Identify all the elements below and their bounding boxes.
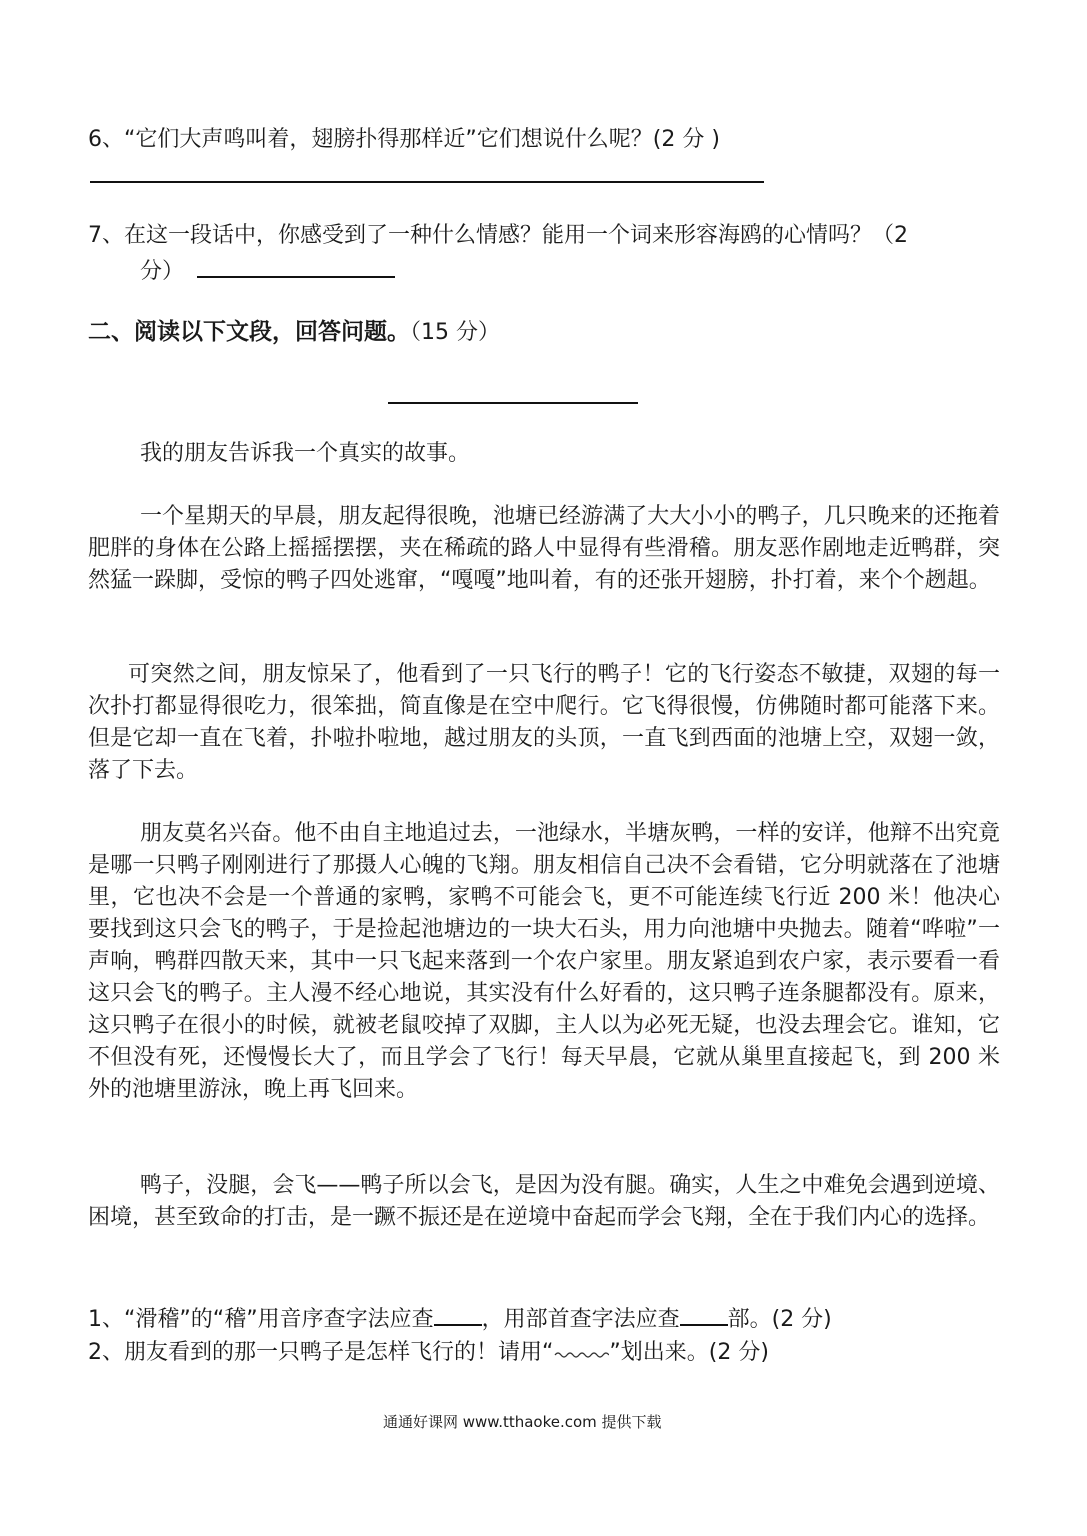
question-1-text-b: ，用部首查字法应查	[481, 1307, 680, 1332]
section-2-score: （15 分）	[410, 320, 500, 345]
page-footer: 通通好课网 www.tthaoke.com 提供下载	[383, 1413, 662, 1431]
question-6: 6、“它们大声鸣叫着，翅膀扑得那样近”它们想说什么呢？(2 分 )	[88, 127, 720, 152]
question-2	[88, 1337, 769, 1369]
answer-blank-q1-radical	[680, 1304, 728, 1326]
answer-line-q6	[90, 181, 764, 183]
question-1-text-c: 部。(2 分)	[727, 1307, 832, 1332]
passage-paragraph-1: 我的朋友告诉我一个真实的故事。	[140, 441, 471, 466]
answer-blank-q7	[197, 256, 395, 278]
wavy-underline-icon	[553, 1349, 609, 1359]
passage-paragraph-5: 鸭子，没腿，会飞——鸭子所以会飞，是因为没有腿。确实，人生之中难免会遇到逆境、困境，甚至致命的打击，是一蹶不振还是在逆境中奋起而学会飞翔，全在于我们内心的选择。	[88, 1173, 1000, 1230]
answer-blank-q1-initial	[434, 1304, 482, 1326]
question-7-line1: 7、在这一段话中，你感受到了一种什么情感？能用一个词来形容海鸥的心情吗？（2	[88, 223, 908, 248]
question-2-text-a: 2、朋友看到的那一只鸭子是怎样飞行的！请用“	[88, 1340, 554, 1365]
passage-paragraph-2: 一个星期天的早晨，朋友起得很晚，池塘已经游满了大大小小的鸭子，几只晚来的还拖着肥胖的身体在公路上摇摇摆摆，夹在稀疏的路人中显得有些滑稽。朋友恶作剧地走近鸭群，突然猛一跺脚，受惊的鸭子四处逃窜，“嘎嘎”地叫着，有的还张开翅膀，扑打着，来个个趔趄。	[88, 504, 1000, 593]
section-2-heading	[88, 316, 500, 349]
question-7-line2	[140, 256, 395, 288]
question-2-text-b: ”划出来。(2 分)	[609, 1340, 769, 1365]
question-1-text-a: 1、“滑稽”的“稽”用音序查字法应查	[88, 1307, 434, 1332]
passage-paragraph-4: 朋友莫名兴奋。他不由自主地追过去，一池绿水，半塘灰鸭，一样的安详，他辩不出究竟是哪一只鸭子刚刚进行了那摄人心魄的飞翔。朋友相信自己决不会看错，它分明就落在了池塘里，它也决不会是一个普通的家鸭，家鸭不可能会飞，更不可能连续飞行近 200 米！他决心要找到这只会飞的鸭子，于是捡起池塘边的一块大石头，用力向池塘中央抛去。随着“哗啦”一声响，鸭群四散天来，其中一只飞起来落到一个农户家里。朋友紧追到农户家，表示要看一看这只会飞的鸭子。主人漫不经心地说，其实没有什么好看的，这只鸭子连条腿都没有。原来，这只鸭子在很小的时候，就被老鼠咬掉了双脚，主人以为必死无疑，也没去理会它。谁知，它不但没有死，还慢慢长大了，而且学会了飞行！每天早晨，它就从巢里直接起飞，到 200 米外的池塘里游泳，晚上再飞回来。	[88, 821, 1000, 1102]
question-1	[88, 1304, 832, 1336]
section-2-title: 二、阅读以下文段，回答问题。	[88, 319, 410, 345]
title-blank-line	[388, 402, 638, 404]
question-7-score: 分）	[140, 259, 185, 284]
passage-paragraph-3: 可突然之间，朋友惊呆了，他看到了一只飞行的鸭子！它的飞行姿态不敏捷，双翅的每一次扑打都显得很吃力，很笨拙，简直像是在空中爬行。它飞得很慢，仿佛随时都可能落下来。但是它却一直在飞着，扑啦扑啦地，越过朋友的头顶，一直飞到西面的池塘上空，双翅一敛，落了下去。	[88, 662, 1000, 783]
